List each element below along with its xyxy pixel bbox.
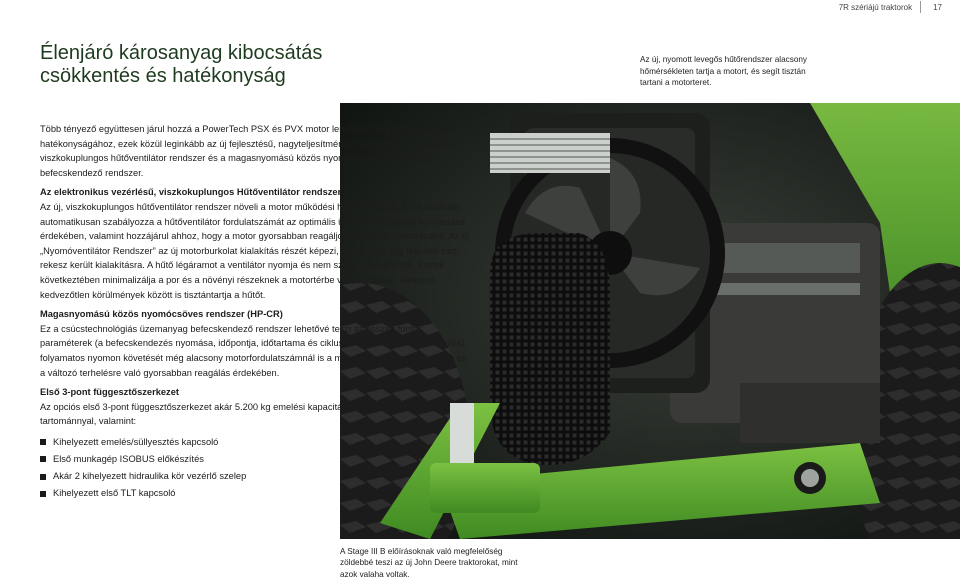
- fan-paragraph: Az új, viszkokuplungos hűtőventilátor rendszer növeli a motor működési hatékonyságát. Ez a rendszer automatikusan szabályozza a hűtőventilátor fordulatszámát az optimális üzemi hőmérséklet fenntartása érdekében, valamint hozzájárul ahhoz, hogy a motor gyorsabban reagáljon a terhelés változásaira. Az új „Nyomóventilátor Rendszer” az új motorburkolat kialakítás részét képezi, amely alatt egy teljesen zárt rekesz került kialakításra. A hűtő légáramot a ventilátor nyomja és nem szívja a motortérbe. Ennek következtében minimalizálja a por és a növényi részeknek a motortérbe való bejutását, valamint kedvezőtlen körülmények között is tisztántartja a hűtőt.: [40, 201, 469, 300]
- series-label: 7R szériájú traktorok: [838, 2, 913, 12]
- hpcr-paragraph: Ez a csúcstechnológiás üzemanyag befecskendező rendszer lehetővé teszi az összes fontos paraméterek (a befecskendezés nyomása, időpontja, időtartama és ciklusonként több befecskendezés) folyamatos nyomon követését még alacsony motorfordulatszámnál is a motor kiegyenlítettebb járása és a változó terhelésre való gyorsabban reagálás érdekében.: [40, 323, 467, 378]
- intro-paragraph: Több tényező együttesen járul hozzá a PowerTech PSX és PVX motor lenyűgöző teljesítményéhez és hatékonyságához, ezek közül leginkább az új fejlesztésű, nagyteljesítményű, elektronikus vezérlésű, viszkokuplungos hűtőventilátor rendszer és a magasnyomású közös nyomócsöves üzemanyag befecskendező rendszer.: [40, 124, 460, 178]
- stage-caption: A Stage III B előírásoknak való megfelelőség zöldebbé teszi az új John Deere traktorokat, mint azok valaha voltak.: [340, 547, 518, 579]
- page-number: 17: [933, 2, 942, 12]
- bullet-square-icon: [40, 456, 46, 462]
- bullet-square-icon: [40, 439, 46, 445]
- bullet-square-icon: [40, 491, 46, 497]
- list-item: Kihelyezett emelés/süllyesztés kapcsoló: [40, 435, 470, 450]
- page-header: [839, 0, 960, 14]
- page-title-line-1: Élenjáró károsanyag kibocsátás: [40, 42, 323, 64]
- header-divider: [920, 1, 921, 13]
- list-item: Akár 2 kihelyezett hidraulika kör vezérlő szelep: [40, 469, 470, 484]
- page-title: [40, 42, 360, 88]
- cooling-caption: Az új, nyomott levegős hűtőrendszer alacsony hőmérsékleten tartja a motort, és segít tisztán tartani a motorteret.: [640, 55, 808, 87]
- fan-heading: Az elektronikus vezérlésű, viszkokuplungos Hűtőventilátor rendszer: [40, 187, 342, 198]
- hitch-paragraph: Az opciós első 3-pont függesztőszerkezet akár 5.200 kg emelési kapacitással és nagy emelési tartománnyal, valamint:: [40, 401, 429, 427]
- list-item: Kihelyezett első TLT kapcsoló: [40, 486, 470, 501]
- list-item: Első munkagép ISOBUS előkészítés: [40, 452, 470, 467]
- bullet-square-icon: [40, 474, 46, 480]
- page-title-line-2: csökkentés és hatékonyság: [40, 65, 286, 87]
- hpcr-heading: Magasnyomású közös nyomócsöves rendszer (HP-CR): [40, 309, 283, 320]
- feature-list: [40, 435, 470, 501]
- body-text: [40, 122, 470, 504]
- hitch-heading: Első 3-pont függesztőszerkezet: [40, 387, 179, 398]
